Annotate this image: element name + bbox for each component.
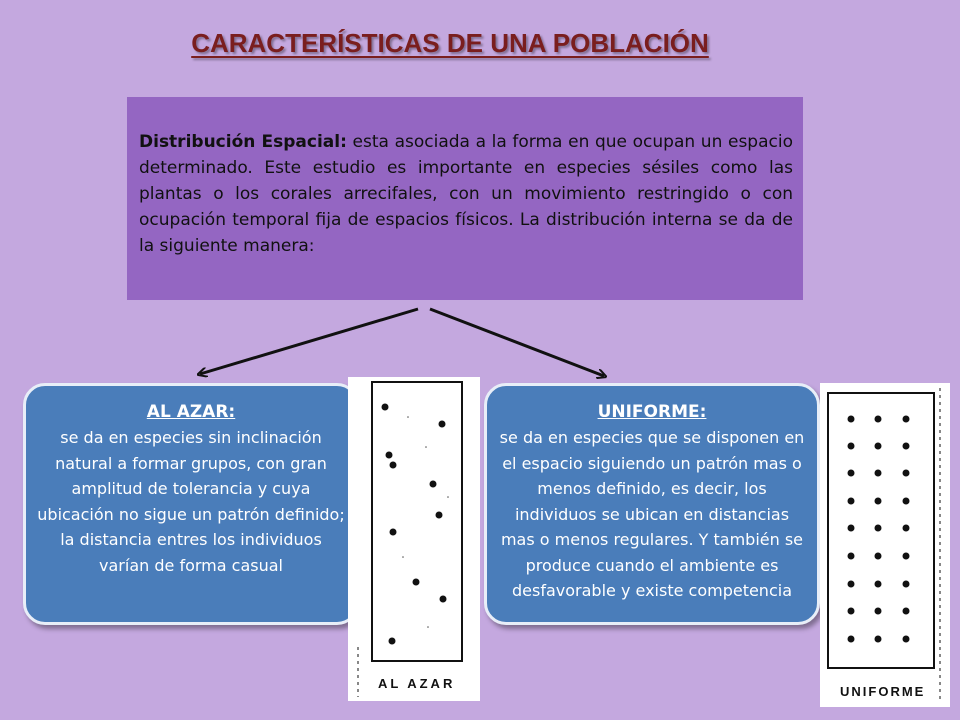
arrow-right [430, 309, 604, 376]
card-uniforme [484, 383, 820, 625]
definition-term: Distribución Espacial: [139, 132, 347, 152]
card-al-azar-title: AL AZAR: [146, 402, 236, 422]
slide-title: CARACTERÍSTICAS DE UNA POBLACIÓN [191, 28, 709, 58]
definition-body: esta asociada a la forma en que ocupan un espacio determinado. Este estudio es importante en especies sésiles como las plantas o los corales arrecifales, con un movimiento restringido o con ocupación temporal fija de espacios físicos. La distribución interna se da de la siguiente manera: [139, 132, 793, 256]
card-al-azar-body: se da en especies sin inclinación natural a formar grupos, con gran amplitud de tolerancia y cuya ubicación no sigue un patrón definido; la distancia entres los individuos varían de forma casual [37, 428, 345, 575]
card-uniforme-body: se da en especies que se disponen en el espacio siguiendo un patrón mas o menos definido, es decir, los individuos se ubican en distancias mas o menos regulares. Y también se produce cuando el ambiente es desfavorable y existe competencia [499, 428, 805, 600]
arrow-left [200, 309, 418, 374]
random-figure-label: AL AZAR [378, 676, 456, 691]
uniform-distribution-figure [820, 383, 950, 707]
uniform-figure-label: UNIFORME [840, 684, 926, 699]
uniform-dots [848, 416, 910, 643]
card-uniforme-title: UNIFORME: [597, 402, 707, 422]
random-distribution-figure [348, 377, 480, 701]
uniform-dots-diagram [820, 383, 950, 707]
random-dots-diagram [348, 377, 480, 701]
card-al-azar [23, 383, 359, 625]
